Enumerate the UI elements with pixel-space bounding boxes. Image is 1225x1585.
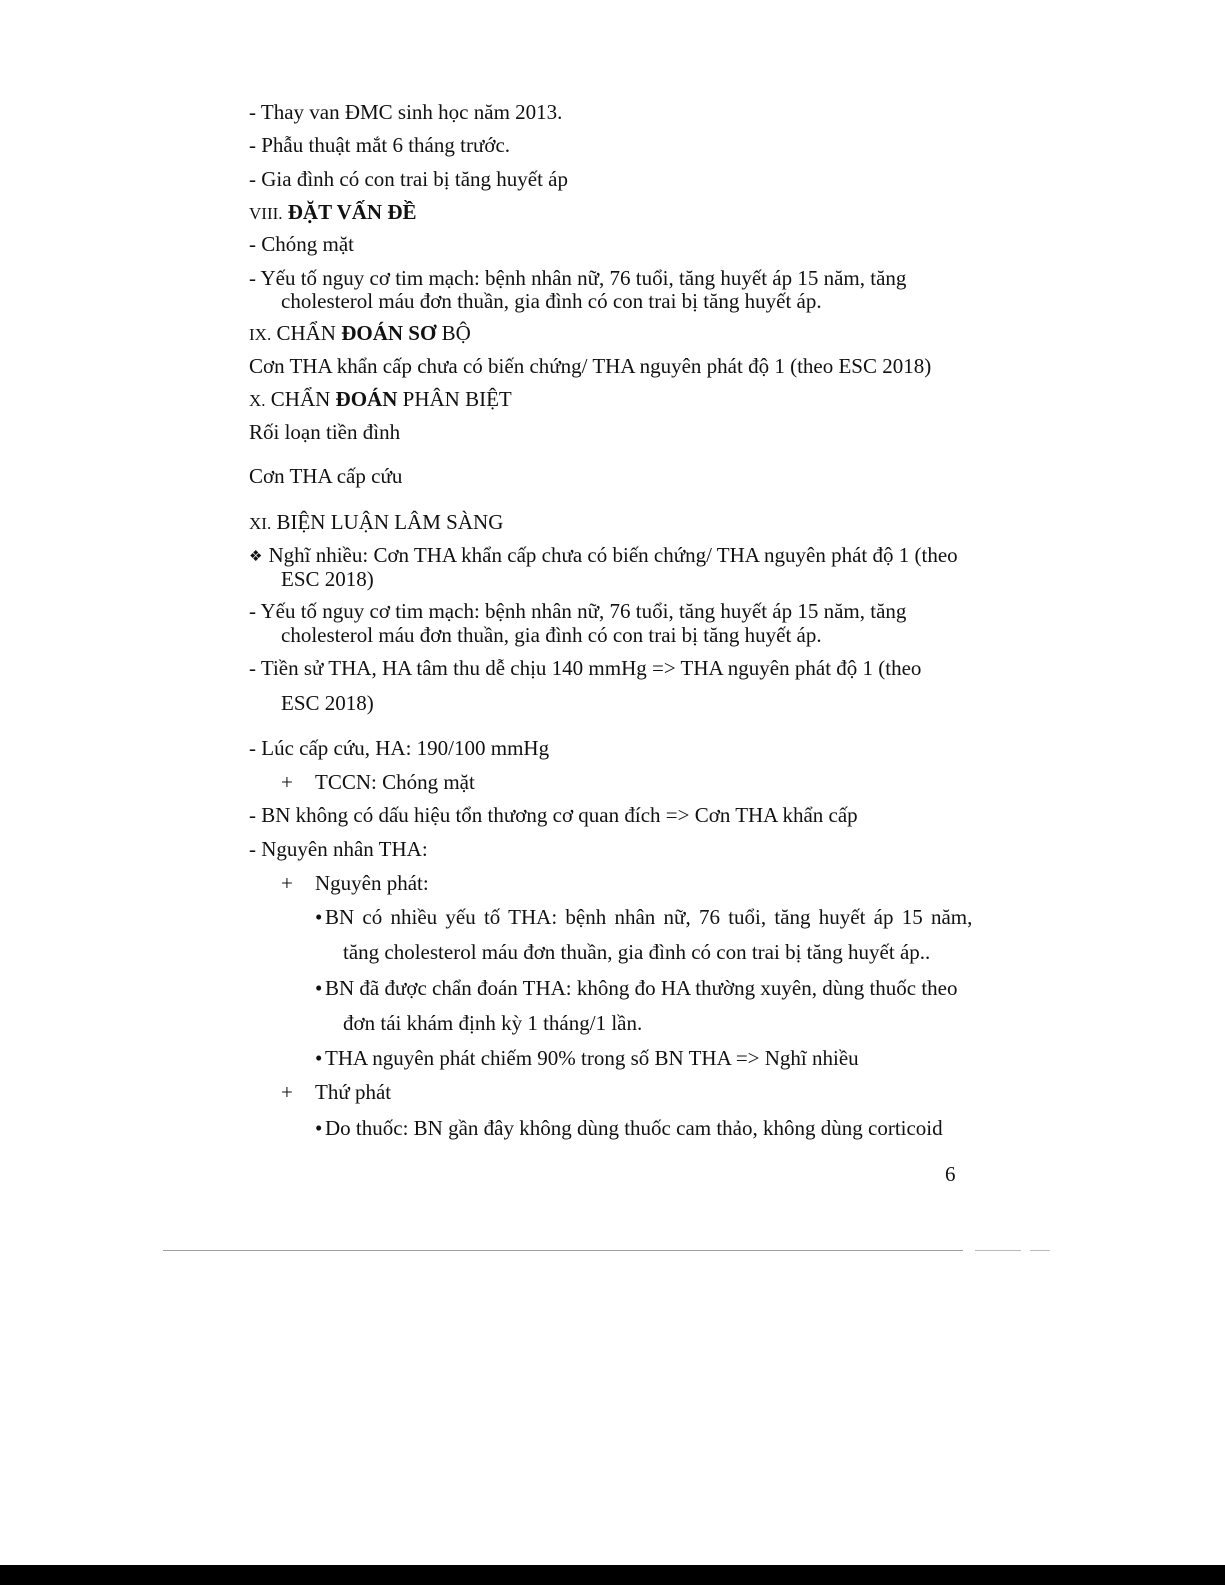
section-heading-x [249, 386, 512, 414]
risk-factor-repeat-line-1: - Yếu tố nguy cơ tim mạch: bệnh nhân nữ, 76 tuổi, tăng huyết áp 15 năm, tăng [249, 599, 907, 623]
primary-cause-bullet-2-line-1: • BN đã được chẩn đoán THA: không đo HA thường xuyên, dùng thuốc theo [315, 976, 958, 1000]
problem-line-dizziness: - Chóng mặt [249, 232, 354, 256]
bullet-icon: • [315, 976, 323, 1000]
history-line-family: - Gia đình có con trai bị tăng huyết áp [249, 167, 568, 191]
primary-cause-bullet-1-line-2: tăng cholesterol máu đơn thuần, gia đình có con trai bị tăng huyết áp.. [343, 940, 931, 964]
section-title-part: BỘ [441, 321, 471, 345]
section-heading-ix [249, 320, 471, 348]
section-title-part: ĐOÁN [335, 387, 398, 411]
footer-divider [163, 1250, 963, 1251]
plus-marker: + [281, 1080, 293, 1104]
history-line-eye-surgery: - Phẫu thuật mắt 6 tháng trước. [249, 133, 511, 157]
bullet-icon: • [315, 1116, 323, 1140]
footer-dash [1030, 1250, 1050, 1251]
section-title: BIỆN LUẬN LÂM SÀNG [276, 510, 504, 534]
emergency-bp-line: - Lúc cấp cứu, HA: 190/100 mmHg [249, 736, 550, 760]
bullet-icon: • [315, 1046, 323, 1070]
section-title-part: ĐOÁN SƠ [341, 321, 437, 345]
leading-diagnosis-line-1: ❖ Nghĩ nhiều: Cơn THA khẩn cấp chưa có biến chứng/ THA nguyên phát độ 1 (theo [249, 542, 958, 570]
primary-cause-bullet-3: • THA nguyên phát chiếm 90% trong số BN THA => Nghĩ nhiều [315, 1046, 859, 1070]
history-hypertension-line-2: ESC 2018) [281, 691, 374, 715]
section-title-part: CHẨN [270, 387, 331, 411]
diamond-bullet-icon: ❖ [249, 549, 263, 565]
symptom-line: + TCCN: Chóng mặt [281, 770, 475, 794]
differential-diagnosis-1: Rối loạn tiền đình [249, 420, 401, 444]
footer-dash [975, 1250, 1021, 1251]
preliminary-diagnosis: Cơn THA khẩn cấp chưa có biến chứng/ THA nguyên phát độ 1 (theo ESC 2018) [249, 354, 932, 378]
primary-cause-bullet-2-line-2: đơn tái khám định kỳ 1 tháng/1 lần. [343, 1011, 643, 1035]
section-number: XI. [249, 514, 272, 533]
bullet-icon: • [315, 905, 323, 929]
history-hypertension-line-1: - Tiền sử THA, HA tâm thu dễ chịu 140 mmHg => THA nguyên phát độ 1 (theo [249, 656, 922, 680]
plus-marker: + [281, 871, 293, 895]
target-organ-line: - BN không có dấu hiệu tổn thương cơ quan đích => Cơn THA khẩn cấp [249, 803, 858, 827]
leading-diagnosis-line-2: ESC 2018) [281, 567, 374, 591]
section-title-part: PHÂN BIỆT [402, 387, 512, 411]
plus-marker: + [281, 770, 293, 794]
primary-cause-bullet-1-line-1: • BN có nhiều yếu tố THA: bệnh nhân nữ, 76 tuổi, tăng huyết áp 15 năm, [315, 905, 973, 929]
secondary-cause-bullet-1: • Do thuốc: BN gần đây không dùng thuốc cam thảo, không dùng corticoid [315, 1116, 943, 1140]
differential-diagnosis-2: Cơn THA cấp cứu [249, 464, 403, 488]
risk-factor-line-1: - Yếu tố nguy cơ tim mạch: bệnh nhân nữ, 76 tuổi, tăng huyết áp 15 năm, tăng [249, 266, 907, 290]
history-line-valve: - Thay van ĐMC sinh học năm 2013. [249, 100, 563, 124]
secondary-cause-heading: + Thứ phát [281, 1080, 392, 1104]
section-title: ĐẶT VẤN ĐỀ [287, 200, 417, 224]
section-number: X. [249, 391, 266, 410]
scan-edge-bar [0, 1565, 1225, 1585]
section-heading-xi [249, 509, 503, 537]
cause-heading-line: - Nguyên nhân THA: [249, 837, 428, 861]
risk-factor-line-2: cholesterol máu đơn thuần, gia đình có con trai bị tăng huyết áp. [281, 289, 822, 313]
page-number: 6 [945, 1162, 956, 1186]
section-heading-viii [249, 199, 417, 227]
section-number: IX. [249, 325, 272, 344]
section-title-part: CHẨN [276, 321, 336, 345]
risk-factor-repeat-line-2: cholesterol máu đơn thuần, gia đình có con trai bị tăng huyết áp. [281, 623, 822, 647]
section-number: VIII. [249, 204, 283, 223]
primary-cause-heading: + Nguyên phát: [281, 871, 429, 895]
